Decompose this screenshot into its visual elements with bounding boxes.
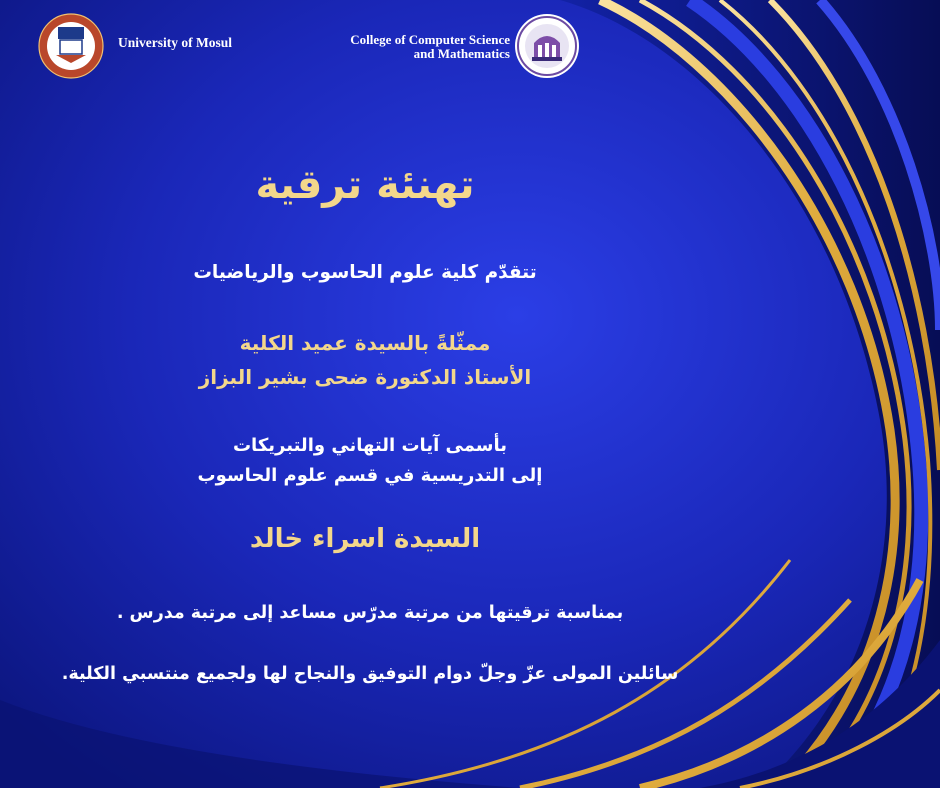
greeting-block (0, 431, 740, 491)
college-name-line2: and Mathematics (413, 46, 510, 61)
greeting-line1: بأسمى آيات التهاني والتبريكات (232, 435, 508, 456)
intro-line: تتقدّم كلية علوم الحاسوب والرياضيات (193, 262, 537, 283)
university-of-mosul-logo (38, 13, 104, 79)
college-name (300, 33, 510, 61)
university-name: University of Mosul (118, 35, 232, 50)
closing-line: سائلين المولى عزّ وجلّ دوام التوفيق والنجاح لها ولجميع منتسبي الكلية. (61, 664, 679, 684)
dean-block (0, 326, 730, 394)
greeting-line2: إلى التدريسية في قسم علوم الحاسوب (197, 465, 543, 486)
college-logo (514, 13, 580, 79)
occasion-line: بمناسبة ترقيتها من مرتبة مدرّس مساعد إلى مرتبة مدرس . (116, 603, 624, 623)
dean-name: الأستاذ الدكتورة ضحى بشير البزاز (198, 365, 532, 389)
announcement-title: تهنئة ترقية (255, 162, 475, 208)
represented-by-line: ممثّلةً بالسيدة عميد الكلية (239, 331, 491, 355)
honoree-name: السيدة اسراء خالد (249, 524, 481, 554)
college-name-line1: College of Computer Science (350, 32, 510, 47)
